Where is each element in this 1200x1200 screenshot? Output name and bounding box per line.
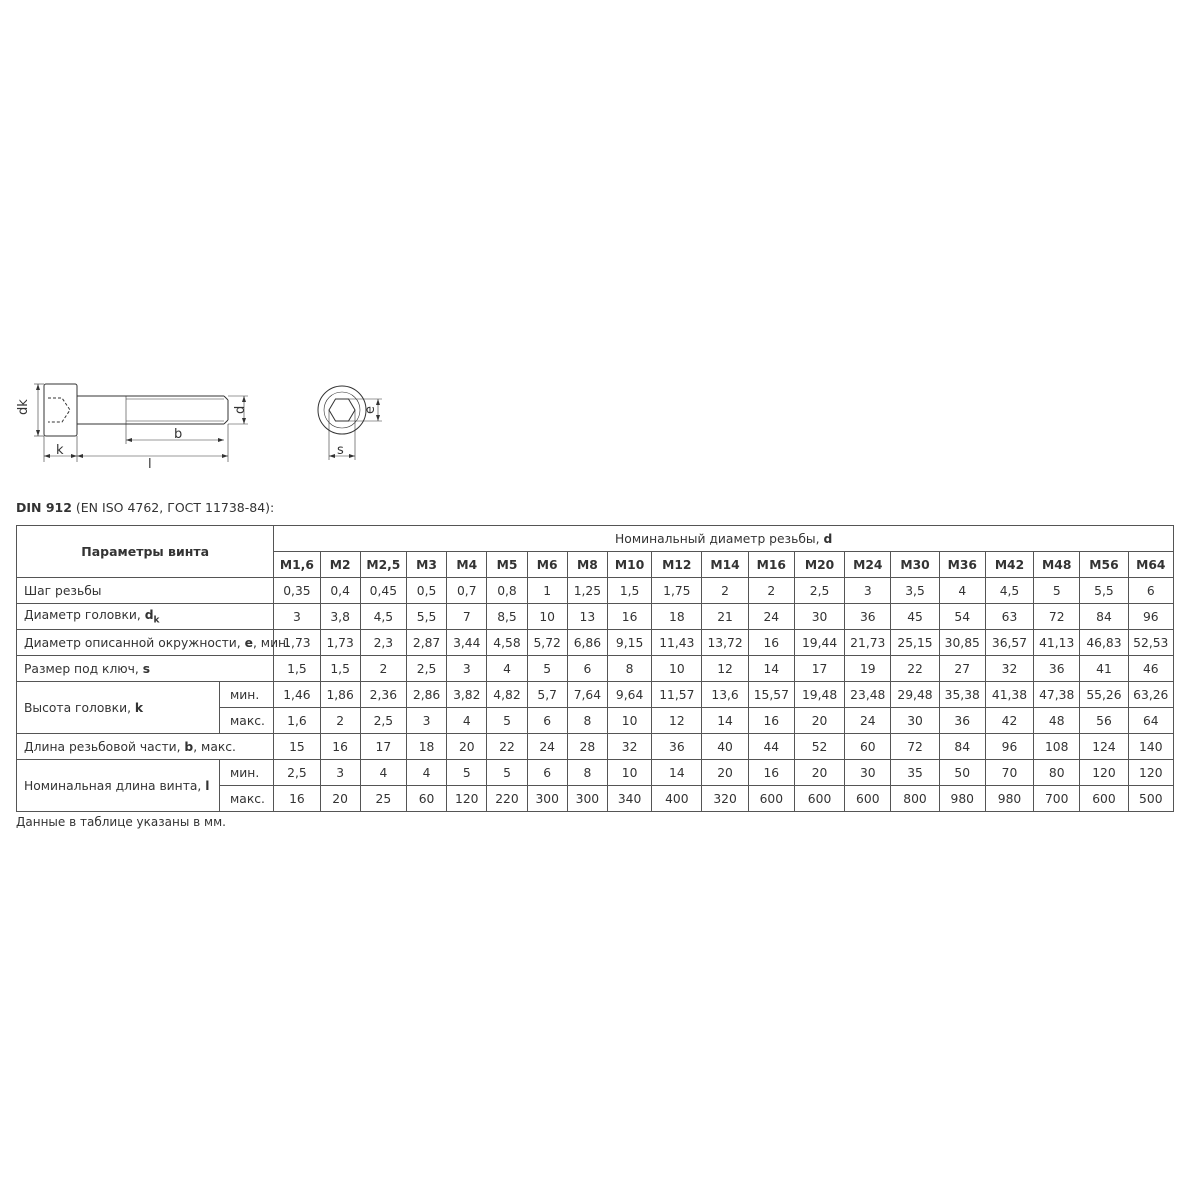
value-cell: 3 — [406, 708, 446, 734]
value-cell: 5 — [487, 760, 527, 786]
value-cell: 72 — [1034, 604, 1080, 630]
value-cell: 14 — [702, 708, 748, 734]
nominal-diameter-symbol: d — [823, 531, 833, 546]
size-header: M56 — [1080, 552, 1128, 578]
nominal-diameter-header — [274, 526, 1174, 552]
value-cell: 22 — [891, 656, 939, 682]
value-cell: 10 — [607, 760, 651, 786]
max-label: макс. — [220, 708, 274, 734]
value-cell: 1 — [527, 578, 567, 604]
value-cell: 800 — [891, 786, 939, 812]
value-cell: 3,5 — [891, 578, 939, 604]
size-header: M5 — [487, 552, 527, 578]
value-cell: 1,5 — [274, 656, 320, 682]
value-cell: 5,72 — [527, 630, 567, 656]
value-cell: 29,48 — [891, 682, 939, 708]
value-cell: 0,45 — [360, 578, 406, 604]
value-cell: 600 — [794, 786, 844, 812]
value-cell: 40 — [702, 734, 748, 760]
value-cell: 980 — [985, 786, 1033, 812]
value-cell: 3 — [320, 760, 360, 786]
units-note: Данные в таблице указаны в мм. — [16, 815, 226, 829]
value-cell: 30 — [845, 760, 891, 786]
label-l: l — [148, 457, 152, 472]
size-header: M48 — [1034, 552, 1080, 578]
value-cell: 52,53 — [1128, 630, 1173, 656]
value-cell: 0,8 — [487, 578, 527, 604]
value-cell: 96 — [985, 734, 1033, 760]
label-s: s — [337, 443, 344, 458]
value-cell: 21 — [702, 604, 748, 630]
param-label-k — [17, 682, 220, 734]
value-cell: 48 — [1034, 708, 1080, 734]
value-cell: 1,73 — [320, 630, 360, 656]
value-cell: 7,64 — [567, 682, 607, 708]
value-cell: 600 — [1080, 786, 1128, 812]
size-header: M3 — [406, 552, 446, 578]
param-label-pitch — [17, 578, 274, 604]
value-cell: 46,83 — [1080, 630, 1128, 656]
param-label-text: Диаметр головки, — [24, 607, 145, 622]
standard-code: DIN 912 — [16, 500, 72, 515]
value-cell: 1,46 — [274, 682, 320, 708]
size-header: M20 — [794, 552, 844, 578]
value-cell: 3,82 — [447, 682, 487, 708]
standard-title — [16, 500, 274, 515]
param-label-text: Длина резьбовой части, — [24, 739, 185, 754]
value-cell: 96 — [1128, 604, 1173, 630]
value-cell: 16 — [607, 604, 651, 630]
label-k: k — [56, 443, 64, 458]
value-cell: 8,5 — [487, 604, 527, 630]
value-cell: 8 — [567, 708, 607, 734]
value-cell: 108 — [1034, 734, 1080, 760]
value-cell: 0,35 — [274, 578, 320, 604]
value-cell: 17 — [360, 734, 406, 760]
value-cell: 9,64 — [607, 682, 651, 708]
value-cell: 2 — [320, 708, 360, 734]
value-cell: 10 — [652, 656, 702, 682]
value-cell: 27 — [939, 656, 985, 682]
value-cell: 24 — [748, 604, 794, 630]
value-cell: 72 — [891, 734, 939, 760]
value-cell: 1,75 — [652, 578, 702, 604]
value-cell: 2,86 — [406, 682, 446, 708]
value-cell: 2 — [748, 578, 794, 604]
value-cell: 25 — [360, 786, 406, 812]
value-cell: 3 — [447, 656, 487, 682]
value-cell: 32 — [985, 656, 1033, 682]
label-dk: dk — [16, 399, 31, 415]
label-b: b — [174, 427, 183, 442]
table-header-row — [17, 526, 1174, 552]
value-cell: 220 — [487, 786, 527, 812]
value-cell: 2 — [360, 656, 406, 682]
screw-head-outline — [44, 384, 77, 436]
value-cell: 21,73 — [845, 630, 891, 656]
value-cell: 0,4 — [320, 578, 360, 604]
size-header: M1,6 — [274, 552, 320, 578]
param-suffix: , макс. — [193, 739, 236, 754]
value-cell: 23,48 — [845, 682, 891, 708]
value-cell: 5 — [527, 656, 567, 682]
param-label-l — [17, 760, 220, 812]
value-cell: 36 — [845, 604, 891, 630]
value-cell: 1,6 — [274, 708, 320, 734]
value-cell: 6 — [567, 656, 607, 682]
value-cell: 11,57 — [652, 682, 702, 708]
param-symbol: e — [244, 635, 253, 650]
value-cell: 4,82 — [487, 682, 527, 708]
size-header: M64 — [1128, 552, 1173, 578]
value-cell: 20 — [794, 760, 844, 786]
value-cell: 20 — [702, 760, 748, 786]
param-label-text: Диаметр описанной окружности, — [24, 635, 245, 650]
value-cell: 32 — [607, 734, 651, 760]
value-cell: 2,3 — [360, 630, 406, 656]
value-cell: 41 — [1080, 656, 1128, 682]
hex-socket-end — [329, 399, 355, 421]
value-cell: 5,5 — [1080, 578, 1128, 604]
param-symbol: d — [144, 607, 154, 622]
value-cell: 2,5 — [406, 656, 446, 682]
head-end-view — [318, 386, 366, 434]
value-cell: 19,44 — [794, 630, 844, 656]
value-cell: 4 — [447, 708, 487, 734]
value-cell: 6 — [527, 760, 567, 786]
value-cell: 19 — [845, 656, 891, 682]
nominal-diameter-label: Номинальный диаметр резьбы, — [615, 531, 824, 546]
value-cell: 44 — [748, 734, 794, 760]
param-label-b — [17, 734, 274, 760]
value-cell: 52 — [794, 734, 844, 760]
value-cell: 6 — [527, 708, 567, 734]
value-cell: 63,26 — [1128, 682, 1173, 708]
value-cell: 35,38 — [939, 682, 985, 708]
value-cell: 16 — [748, 760, 794, 786]
value-cell: 500 — [1128, 786, 1173, 812]
value-cell: 4 — [360, 760, 406, 786]
param-label-text: Высота головки, — [24, 700, 135, 715]
value-cell: 10 — [607, 708, 651, 734]
table-body — [17, 578, 1174, 812]
value-cell: 4 — [406, 760, 446, 786]
value-cell: 80 — [1034, 760, 1080, 786]
param-label-text: Размер под ключ, — [24, 661, 143, 676]
param-symbol: k — [134, 700, 144, 715]
value-cell: 12 — [702, 656, 748, 682]
value-cell: 41,38 — [985, 682, 1033, 708]
value-cell: 14 — [652, 760, 702, 786]
label-d: d — [233, 405, 248, 414]
size-header: M14 — [702, 552, 748, 578]
value-cell: 35 — [891, 760, 939, 786]
value-cell: 300 — [527, 786, 567, 812]
value-cell: 5,5 — [406, 604, 446, 630]
value-cell: 120 — [1128, 760, 1173, 786]
param-label-text: Номинальная длина винта, — [24, 778, 206, 793]
value-cell: 300 — [567, 786, 607, 812]
value-cell: 6 — [1128, 578, 1173, 604]
value-cell: 24 — [527, 734, 567, 760]
value-cell: 8 — [607, 656, 651, 682]
value-cell: 3,8 — [320, 604, 360, 630]
value-cell: 10 — [527, 604, 567, 630]
value-cell: 50 — [939, 760, 985, 786]
value-cell: 18 — [652, 604, 702, 630]
min-label: мин. — [220, 760, 274, 786]
value-cell: 5 — [447, 760, 487, 786]
min-label: мин. — [220, 682, 274, 708]
value-cell: 64 — [1128, 708, 1173, 734]
param-label-s — [17, 656, 274, 682]
value-cell: 12 — [652, 708, 702, 734]
value-cell: 120 — [1080, 760, 1128, 786]
value-cell: 25,15 — [891, 630, 939, 656]
value-cell: 14 — [748, 656, 794, 682]
din912-screw-diagram — [14, 372, 414, 472]
size-header: M2 — [320, 552, 360, 578]
value-cell: 15 — [274, 734, 320, 760]
value-cell: 600 — [748, 786, 794, 812]
param-symbol: b — [184, 739, 194, 754]
size-header: M2,5 — [360, 552, 406, 578]
value-cell: 13 — [567, 604, 607, 630]
value-cell: 980 — [939, 786, 985, 812]
value-cell: 47,38 — [1034, 682, 1080, 708]
value-cell: 140 — [1128, 734, 1173, 760]
size-header: M16 — [748, 552, 794, 578]
param-label-e — [17, 630, 291, 656]
value-cell: 63 — [985, 604, 1033, 630]
value-cell: 70 — [985, 760, 1033, 786]
value-cell: 20 — [320, 786, 360, 812]
param-symbol-subscript: k — [153, 615, 160, 626]
value-cell: 4 — [939, 578, 985, 604]
param-symbol: s — [142, 661, 151, 676]
value-cell: 30 — [794, 604, 844, 630]
value-cell: 3,44 — [447, 630, 487, 656]
size-header: M10 — [607, 552, 651, 578]
value-cell: 320 — [702, 786, 748, 812]
value-cell: 1,86 — [320, 682, 360, 708]
value-cell: 3 — [845, 578, 891, 604]
value-cell: 28 — [567, 734, 607, 760]
value-cell: 11,43 — [652, 630, 702, 656]
value-cell: 84 — [939, 734, 985, 760]
table-row-pitch — [17, 578, 1174, 604]
value-cell: 16 — [320, 734, 360, 760]
value-cell: 2,87 — [406, 630, 446, 656]
value-cell: 9,15 — [607, 630, 651, 656]
value-cell: 1,25 — [567, 578, 607, 604]
dimensions-table — [16, 525, 1174, 812]
size-header: M24 — [845, 552, 891, 578]
param-symbol: l — [205, 778, 210, 793]
value-cell: 4,58 — [487, 630, 527, 656]
value-cell: 42 — [985, 708, 1033, 734]
standard-equivalents: (EN ISO 4762, ГОСТ 11738-84): — [71, 500, 275, 515]
value-cell: 60 — [845, 734, 891, 760]
value-cell: 2,36 — [360, 682, 406, 708]
param-label-dk — [17, 604, 274, 630]
value-cell: 3 — [274, 604, 320, 630]
value-cell: 5,7 — [527, 682, 567, 708]
value-cell: 18 — [406, 734, 446, 760]
value-cell: 6,86 — [567, 630, 607, 656]
table-row-e — [17, 630, 1174, 656]
value-cell: 13,72 — [702, 630, 748, 656]
value-cell: 2,5 — [274, 760, 320, 786]
value-cell: 2,5 — [360, 708, 406, 734]
table-row-l-min — [17, 760, 1174, 786]
size-header: M36 — [939, 552, 985, 578]
value-cell: 8 — [567, 760, 607, 786]
value-cell: 16 — [748, 708, 794, 734]
param-label-text: Шаг резьбы — [24, 583, 102, 598]
value-cell: 7 — [447, 604, 487, 630]
table-row-b — [17, 734, 1174, 760]
value-cell: 0,7 — [447, 578, 487, 604]
value-cell: 36 — [1034, 656, 1080, 682]
value-cell: 4 — [487, 656, 527, 682]
value-cell: 600 — [845, 786, 891, 812]
value-cell: 400 — [652, 786, 702, 812]
size-header: M4 — [447, 552, 487, 578]
value-cell: 120 — [447, 786, 487, 812]
value-cell: 1,5 — [607, 578, 651, 604]
value-cell: 19,48 — [794, 682, 844, 708]
value-cell: 56 — [1080, 708, 1128, 734]
value-cell: 24 — [845, 708, 891, 734]
value-cell: 15,57 — [748, 682, 794, 708]
value-cell: 46 — [1128, 656, 1173, 682]
value-cell: 1,5 — [320, 656, 360, 682]
value-cell: 16 — [274, 786, 320, 812]
value-cell: 60 — [406, 786, 446, 812]
size-header: M42 — [985, 552, 1033, 578]
table-row-k-min — [17, 682, 1174, 708]
value-cell: 2,5 — [794, 578, 844, 604]
size-header: M30 — [891, 552, 939, 578]
value-cell: 22 — [487, 734, 527, 760]
table-row-dk — [17, 604, 1174, 630]
value-cell: 55,26 — [1080, 682, 1128, 708]
value-cell: 17 — [794, 656, 844, 682]
value-cell: 1,73 — [274, 630, 320, 656]
value-cell: 30 — [891, 708, 939, 734]
params-header: Параметры винта — [17, 526, 274, 578]
value-cell: 0,5 — [406, 578, 446, 604]
value-cell: 2 — [702, 578, 748, 604]
value-cell: 41,13 — [1034, 630, 1080, 656]
value-cell: 124 — [1080, 734, 1128, 760]
value-cell: 36 — [652, 734, 702, 760]
value-cell: 20 — [794, 708, 844, 734]
value-cell: 5 — [1034, 578, 1080, 604]
value-cell: 36,57 — [985, 630, 1033, 656]
value-cell: 84 — [1080, 604, 1128, 630]
value-cell: 45 — [891, 604, 939, 630]
value-cell: 36 — [939, 708, 985, 734]
value-cell: 16 — [748, 630, 794, 656]
value-cell: 340 — [607, 786, 651, 812]
size-header: M8 — [567, 552, 607, 578]
max-label: макс. — [220, 786, 274, 812]
param-suffix: , мин. — [252, 635, 291, 650]
hex-socket-hidden — [48, 398, 70, 422]
size-header: M6 — [527, 552, 567, 578]
value-cell: 54 — [939, 604, 985, 630]
value-cell: 4,5 — [360, 604, 406, 630]
value-cell: 30,85 — [939, 630, 985, 656]
value-cell: 700 — [1034, 786, 1080, 812]
size-header: M12 — [652, 552, 702, 578]
screw-drawing — [14, 372, 414, 472]
table-row-s — [17, 656, 1174, 682]
value-cell: 13,6 — [702, 682, 748, 708]
value-cell: 20 — [447, 734, 487, 760]
value-cell: 5 — [487, 708, 527, 734]
label-e: e — [363, 406, 378, 414]
value-cell: 4,5 — [985, 578, 1033, 604]
